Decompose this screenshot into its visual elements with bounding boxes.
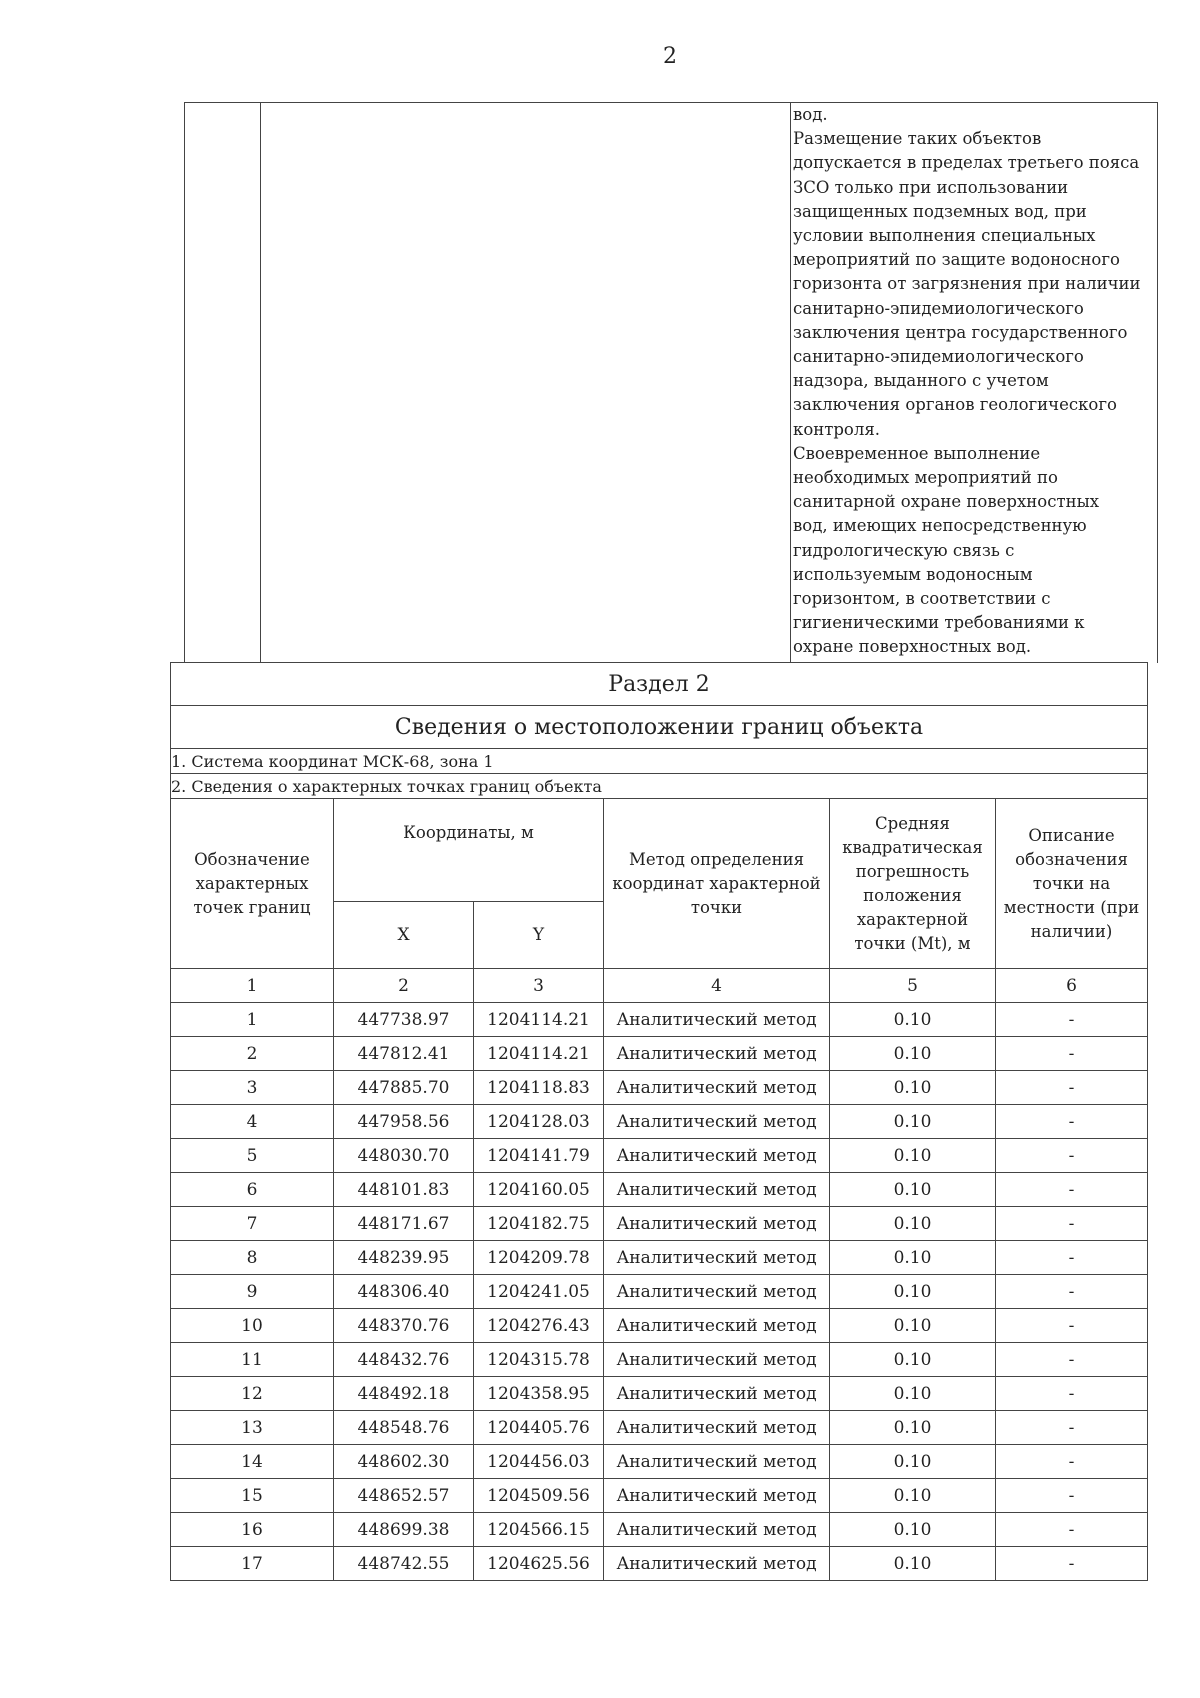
column-number: 2 <box>334 969 474 1003</box>
coord-y: 1204209.78 <box>474 1241 604 1275</box>
description: - <box>996 1241 1148 1275</box>
error-mt: 0.10 <box>830 1173 996 1207</box>
point-id: 3 <box>171 1071 334 1105</box>
text-line: необходимых мероприятий по <box>793 468 1058 488</box>
coord-y: 1204114.21 <box>474 1003 604 1037</box>
coord-x: 448602.30 <box>334 1445 474 1479</box>
point-id: 10 <box>171 1309 334 1343</box>
point-id: 1 <box>171 1003 334 1037</box>
page-number: 2 <box>663 44 677 69</box>
requirements-text <box>790 103 1157 663</box>
description: - <box>996 1411 1148 1445</box>
description: - <box>996 1139 1148 1173</box>
method: Аналитический метод <box>604 1207 830 1241</box>
method: Аналитический метод <box>604 1037 830 1071</box>
header-y: Y <box>474 902 604 969</box>
description: - <box>996 1445 1148 1479</box>
coord-x: 448548.76 <box>334 1411 474 1445</box>
coord-x: 448432.76 <box>334 1343 474 1377</box>
point-id: 2 <box>171 1037 334 1071</box>
error-mt: 0.10 <box>830 1343 996 1377</box>
column-number: 6 <box>996 969 1148 1003</box>
error-mt: 0.10 <box>830 1275 996 1309</box>
table-row <box>171 1105 1148 1139</box>
table-row <box>171 1343 1148 1377</box>
text-line: Размещение таких объектов <box>793 129 1042 149</box>
coord-x: 448742.55 <box>334 1547 474 1581</box>
coord-x: 448101.83 <box>334 1173 474 1207</box>
method: Аналитический метод <box>604 1173 830 1207</box>
header-point: Обозначение характерных точек границ <box>171 799 334 969</box>
text-line: Своевременное выполнение <box>793 443 1041 463</box>
coord-y: 1204141.79 <box>474 1139 604 1173</box>
coord-y: 1204160.05 <box>474 1173 604 1207</box>
method: Аналитический метод <box>604 1513 830 1547</box>
point-id: 8 <box>171 1241 334 1275</box>
text-line: вод. <box>793 105 828 124</box>
text-line: санитарно-эпидемиологического <box>793 298 1084 318</box>
column-number: 3 <box>474 969 604 1003</box>
table-row <box>171 1207 1148 1241</box>
text-line: ЗСО только при использовании <box>793 177 1069 197</box>
method: Аналитический метод <box>604 1343 830 1377</box>
column-number: 4 <box>604 969 830 1003</box>
error-mt: 0.10 <box>830 1513 996 1547</box>
text-line: защищенных подземных вод, при <box>793 201 1087 221</box>
coord-y: 1204456.03 <box>474 1445 604 1479</box>
coord-y: 1204566.15 <box>474 1513 604 1547</box>
table-row <box>171 1377 1148 1411</box>
table-row <box>171 1241 1148 1275</box>
error-mt: 0.10 <box>830 1037 996 1071</box>
table-row <box>171 1173 1148 1207</box>
points-title: 2. Сведения о характерных точках границ объекта <box>171 774 1148 799</box>
continued-table-block <box>184 102 1158 663</box>
text-line: гидрологическую связь с <box>793 540 1015 560</box>
column-numbers-row <box>171 969 1148 1003</box>
description: - <box>996 1275 1148 1309</box>
point-id: 16 <box>171 1513 334 1547</box>
point-id: 17 <box>171 1547 334 1581</box>
coord-y: 1204276.43 <box>474 1309 604 1343</box>
error-mt: 0.10 <box>830 1547 996 1581</box>
coord-x: 448370.76 <box>334 1309 474 1343</box>
description: - <box>996 1343 1148 1377</box>
description: - <box>996 1479 1148 1513</box>
coord-x: 448492.18 <box>334 1377 474 1411</box>
text-line: мероприятий по защите водоносного <box>793 250 1120 270</box>
coord-x: 448030.70 <box>334 1139 474 1173</box>
coord-y: 1204315.78 <box>474 1343 604 1377</box>
coord-x: 447958.56 <box>334 1105 474 1139</box>
coord-x: 448171.67 <box>334 1207 474 1241</box>
header-error: Средняя квадратическая погрешность положения характерной точки (Mt), м <box>830 799 996 969</box>
header-x: X <box>334 902 474 969</box>
description: - <box>996 1207 1148 1241</box>
coord-x: 448306.40 <box>334 1275 474 1309</box>
description: - <box>996 1003 1148 1037</box>
description: - <box>996 1513 1148 1547</box>
coord-y: 1204241.05 <box>474 1275 604 1309</box>
error-mt: 0.10 <box>830 1207 996 1241</box>
error-mt: 0.10 <box>830 1411 996 1445</box>
text-line: горизонта от загрязнения при наличии <box>793 274 1141 294</box>
text-line: заключения центра государственного <box>793 322 1128 342</box>
table-row <box>171 1411 1148 1445</box>
error-mt: 0.10 <box>830 1003 996 1037</box>
header-description: Описание обозначения точки на местности (при наличии) <box>996 799 1148 969</box>
table-row <box>171 1479 1148 1513</box>
coord-y: 1204128.03 <box>474 1105 604 1139</box>
text-line: горизонтом, в соответствии с <box>793 589 1051 609</box>
error-mt: 0.10 <box>830 1071 996 1105</box>
method: Аналитический метод <box>604 1105 830 1139</box>
coord-x: 447812.41 <box>334 1037 474 1071</box>
description: - <box>996 1071 1148 1105</box>
table-row <box>171 1139 1148 1173</box>
method: Аналитический метод <box>604 1275 830 1309</box>
method: Аналитический метод <box>604 1241 830 1275</box>
text-line: контроля. <box>793 419 881 439</box>
text-line: вод, имеющих непосредственную <box>793 516 1087 536</box>
coord-y: 1204509.56 <box>474 1479 604 1513</box>
coord-x: 448239.95 <box>334 1241 474 1275</box>
error-mt: 0.10 <box>830 1377 996 1411</box>
description: - <box>996 1547 1148 1581</box>
description: - <box>996 1105 1148 1139</box>
header-coords: Координаты, м <box>334 799 604 902</box>
text-line: допускается в пределах третьего пояса <box>793 153 1140 173</box>
table-row <box>171 1037 1148 1071</box>
method: Аналитический метод <box>604 1071 830 1105</box>
point-id: 9 <box>171 1275 334 1309</box>
coord-y: 1204114.21 <box>474 1037 604 1071</box>
description: - <box>996 1309 1148 1343</box>
text-line: используемым водоносным <box>793 564 1033 584</box>
description: - <box>996 1037 1148 1071</box>
table-row <box>171 1071 1148 1105</box>
point-id: 15 <box>171 1479 334 1513</box>
section-heading: Раздел 2 <box>171 663 1148 706</box>
point-id: 7 <box>171 1207 334 1241</box>
coord-x: 447885.70 <box>334 1071 474 1105</box>
error-mt: 0.10 <box>830 1445 996 1479</box>
method: Аналитический метод <box>604 1547 830 1581</box>
boundary-points-table <box>170 662 1148 1581</box>
method: Аналитический метод <box>604 1377 830 1411</box>
text-line: заключения органов геологического <box>793 395 1117 415</box>
header-method: Метод определения координат характерной точки <box>604 799 830 969</box>
method: Аналитический метод <box>604 1445 830 1479</box>
table-row <box>171 1275 1148 1309</box>
text-line: гигиеническими требованиями к <box>793 613 1085 633</box>
coord-y: 1204625.56 <box>474 1547 604 1581</box>
description: - <box>996 1377 1148 1411</box>
error-mt: 0.10 <box>830 1139 996 1173</box>
table-row <box>171 1513 1148 1547</box>
point-id: 4 <box>171 1105 334 1139</box>
table-row <box>171 1445 1148 1479</box>
coord-x: 447738.97 <box>334 1003 474 1037</box>
column-number: 5 <box>830 969 996 1003</box>
empty-cell <box>185 103 261 663</box>
method: Аналитический метод <box>604 1139 830 1173</box>
point-id: 13 <box>171 1411 334 1445</box>
error-mt: 0.10 <box>830 1241 996 1275</box>
text-line: санитарно-эпидемиологического <box>793 347 1084 367</box>
error-mt: 0.10 <box>830 1105 996 1139</box>
method: Аналитический метод <box>604 1309 830 1343</box>
text-line: надзора, выданного с учетом <box>793 371 1049 391</box>
method: Аналитический метод <box>604 1003 830 1037</box>
error-mt: 0.10 <box>830 1309 996 1343</box>
table-row <box>171 1003 1148 1037</box>
method: Аналитический метод <box>604 1479 830 1513</box>
text-line: условии выполнения специальных <box>793 226 1096 246</box>
point-id: 12 <box>171 1377 334 1411</box>
point-id: 11 <box>171 1343 334 1377</box>
point-id: 14 <box>171 1445 334 1479</box>
coord-x: 448652.57 <box>334 1479 474 1513</box>
coord-x: 448699.38 <box>334 1513 474 1547</box>
column-number: 1 <box>171 969 334 1003</box>
method: Аналитический метод <box>604 1411 830 1445</box>
point-id: 5 <box>171 1139 334 1173</box>
coord-y: 1204358.95 <box>474 1377 604 1411</box>
text-line: санитарной охране поверхностных <box>793 492 1100 512</box>
error-mt: 0.10 <box>830 1479 996 1513</box>
coord-y: 1204118.83 <box>474 1071 604 1105</box>
point-id: 6 <box>171 1173 334 1207</box>
text-line: охране поверхностных вод. <box>793 637 1032 657</box>
coord-y: 1204405.76 <box>474 1411 604 1445</box>
coord-y: 1204182.75 <box>474 1207 604 1241</box>
table-row <box>171 1547 1148 1581</box>
description: - <box>996 1173 1148 1207</box>
table-row <box>171 1309 1148 1343</box>
section-title: Сведения о местоположении границ объекта <box>171 706 1148 749</box>
coord-system: 1. Система координат МСК-68, зона 1 <box>171 749 1148 774</box>
